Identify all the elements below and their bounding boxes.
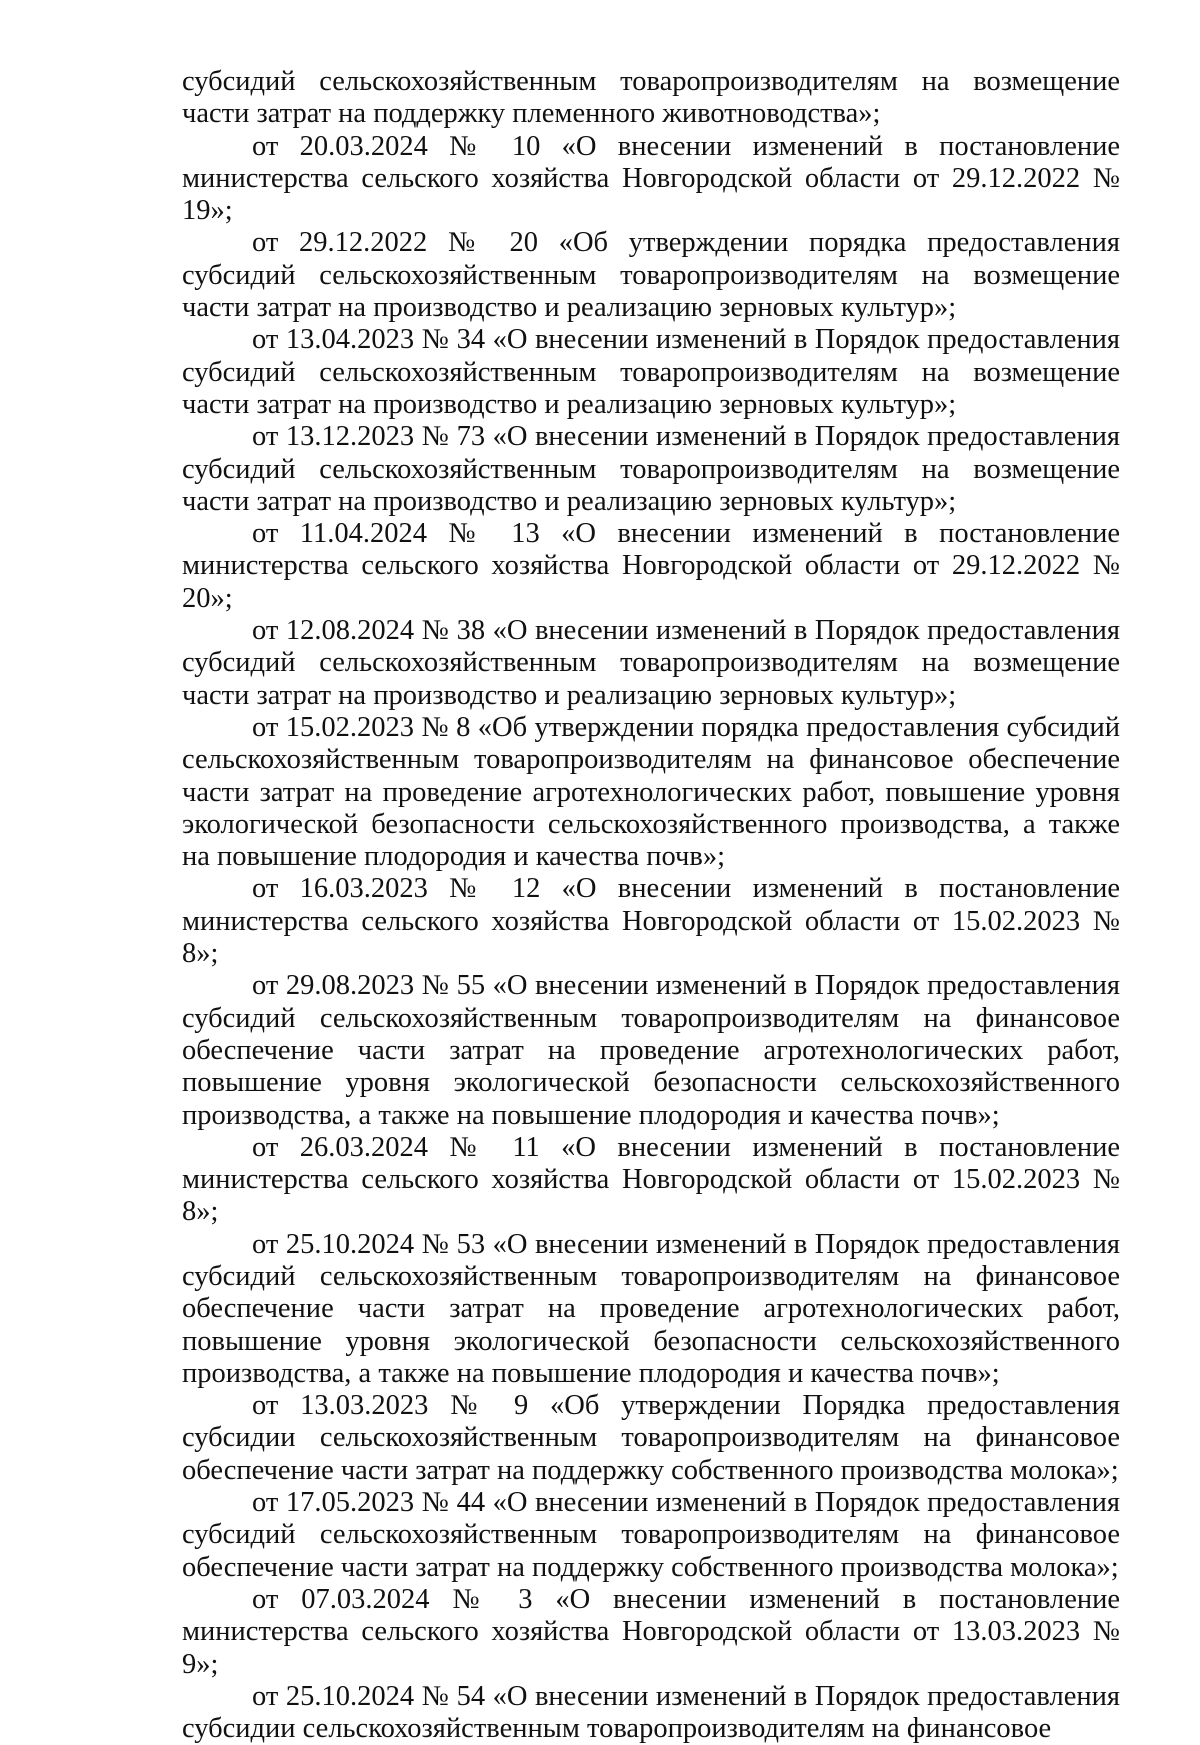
paragraph-item: от 13.03.2023 № 9 «Об утверждении Порядка предоставления субсидии сельскохозяйственным товаропроизводителям на финансовое обеспечение части затрат на поддержку собственного производства молока»; xyxy=(182,1390,1120,1486)
document-body xyxy=(182,66,1120,1745)
paragraph-item: от 15.02.2023 № 8 «Об утверждении порядка предоставления субсидий сельскохозяйственным товаропроизводителям на финансовое обеспечение части затрат на проведение агротехнологических работ, повышение уровня экологической безопасности сельскохозяйственного производства, а также на повышение плодородия и качества почв»; xyxy=(182,711,1120,873)
paragraph-item: от 25.10.2024 № 54 «О внесении изменений в Порядок предоставления субсидии сельскохозяйственным товаропроизводителям на финансовое xyxy=(182,1680,1120,1745)
paragraph-item: от 07.03.2024 № 3 «О внесении изменений в постановление министерства сельского хозяйства Новгородской области от 13.03.2023 № 9»; xyxy=(182,1583,1120,1680)
paragraph-continuation: субсидий сельскохозяйственным товаропроизводителям на возмещение части затрат на поддержку племенного животноводства»; xyxy=(182,66,1120,130)
paragraph-item: от 16.03.2023 № 12 «О внесении изменений в постановление министерства сельского хозяйства Новгородской области от 15.02.2023 № 8»; xyxy=(182,873,1120,970)
paragraph-item: от 12.08.2024 № 38 «О внесении изменений в Порядок предоставления субсидий сельскохозяйственным товаропроизводителям на возмещение части затрат на производство и реализацию зерновых культур»; xyxy=(182,615,1120,711)
paragraph-item: от 29.12.2022 № 20 «Об утверждении порядка предоставления субсидий сельскохозяйственным товаропроизводителям на возмещение части затрат на производство и реализацию зерновых культур»; xyxy=(182,227,1120,324)
paragraph-item: от 11.04.2024 № 13 «О внесении изменений в постановление министерства сельского хозяйства Новгородской области от 29.12.2022 № 20»; xyxy=(182,518,1120,614)
paragraph-item: от 13.12.2023 № 73 «О внесении изменений в Порядок предоставления субсидий сельскохозяйственным товаропроизводителям на возмещение части затрат на производство и реализацию зерновых культур»; xyxy=(182,421,1120,517)
paragraph-item: от 13.04.2023 № 34 «О внесении изменений в Порядок предоставления субсидий сельскохозяйственным товаропроизводителям на возмещение части затрат на производство и реализацию зерновых культур»; xyxy=(182,324,1120,420)
paragraph-item: от 20.03.2024 № 10 «О внесении изменений в постановление министерства сельского хозяйства Новгородской области от 29.12.2022 № 19»; xyxy=(182,130,1120,227)
paragraph-item: от 26.03.2024 № 11 «О внесении изменений в постановление министерства сельского хозяйства Новгородской области от 15.02.2023 № 8»; xyxy=(182,1131,1120,1228)
paragraph-item: от 29.08.2023 № 55 «О внесении изменений в Порядок предоставления субсидий сельскохозяйственным товаропроизводителям на финансовое обеспечение части затрат на проведение агротехнологических работ, повышение уровня экологической безопасности сельскохозяйственного производства, а также на повышение плодородия и качества почв»; xyxy=(182,970,1120,1131)
paragraph-item: от 17.05.2023 № 44 «О внесении изменений в Порядок предоставления субсидий сельскохозяйственным товаропроизводителям на финансовое обеспечение части затрат на поддержку собственного производства молока»; xyxy=(182,1487,1120,1583)
paragraph-item: от 25.10.2024 № 53 «О внесении изменений в Порядок предоставления субсидий сельскохозяйственным товаропроизводителям на финансовое обеспечение части затрат на проведение агротехнологических работ, повышение уровня экологической безопасности сельскохозяйственного производства, а также на повышение плодородия и качества почв»; xyxy=(182,1228,1120,1389)
